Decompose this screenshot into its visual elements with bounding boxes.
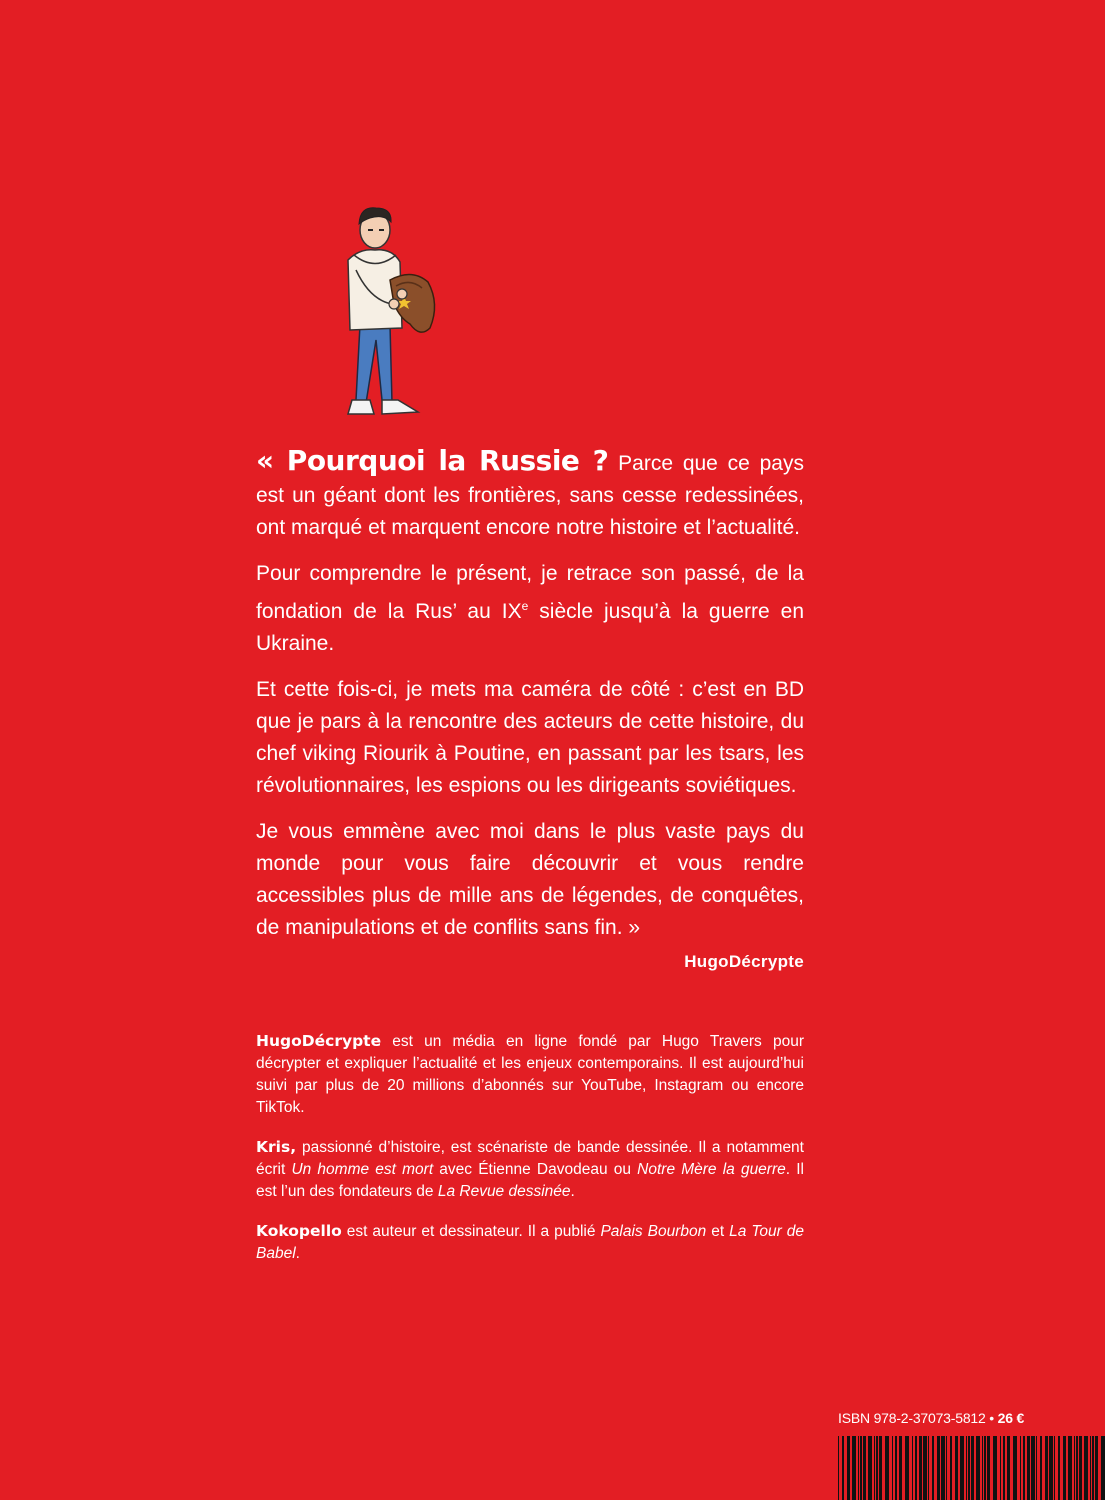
book-title: Un homme est mort	[291, 1161, 434, 1178]
bio-text: est auteur et dessinateur. Il a publié	[341, 1223, 601, 1240]
isbn-separator: •	[985, 1410, 998, 1426]
book-title: Notre Mère la guerre	[637, 1161, 786, 1178]
quote-signature: HugoDécrypte	[684, 952, 804, 971]
barcode-icon	[838, 1436, 1105, 1500]
quote-paragraph-3: Et cette fois-ci, je mets ma caméra de côté : c’est en BD que je pars à la rencontre des acteurs de cette histoire, du chef viking Riourik à Poutine, en passant par les tsars, les révolutionnaires, les espions ou les dirigeants soviétiques.	[256, 678, 804, 797]
author-bios	[256, 1030, 804, 1282]
book-title: La Tour de Babel	[256, 1223, 805, 1262]
quote-paragraph-2-b: siècle jusqu’à la guerre en Ukraine.	[256, 600, 804, 655]
bio-hugodecrypte	[256, 1030, 804, 1119]
quote-paragraph-2-a: Pour comprendre le présent, je retrace son passé, de la fondation de la Rus’ au IX	[256, 562, 804, 623]
character-illustration	[330, 200, 450, 430]
price: 26 €	[997, 1410, 1025, 1426]
bio-name: HugoDécrypte	[256, 1032, 382, 1050]
bio-kokopello	[256, 1220, 804, 1265]
back-cover-quote	[256, 445, 804, 978]
bio-text: .	[570, 1183, 575, 1200]
quote-paragraph-2	[256, 558, 804, 660]
isbn-barcode-block	[838, 1410, 1105, 1500]
quote-paragraph-4: Je vous emmène avec moi dans le plus vaste pays du monde pour vous faire découvrir et vous rendre accessibles plus de mille ans de légendes, de conquêtes, de manipulations et de conflits sans fin. »	[256, 820, 804, 939]
bio-text: est un média en ligne fondé par Hugo Travers pour décrypter et expliquer l’actualité et les enjeux contemporains. Il est aujourd’hui suivi par plus de 20 millions d’abonnés sur YouTube, Instagram ou encore TikTok.	[256, 1033, 804, 1116]
bio-text: passionné d’histoire, est scénariste de bande dessinée. Il a notamment écrit	[256, 1139, 804, 1178]
book-title: La Revue dessinée	[437, 1183, 571, 1200]
isbn-label: ISBN 978-2-37073-5812	[838, 1410, 986, 1426]
quote-paragraph-1-text: Parce que ce pays est un géant dont les frontières, sans cesse redessinées, ont marqué et marquent encore notre histoire et l’actualité.	[256, 452, 804, 539]
bio-name: Kris,	[256, 1138, 297, 1156]
bio-name: Kokopello	[256, 1222, 342, 1240]
bio-text: avec Étienne Davodeau ou	[433, 1161, 638, 1178]
isbn-price-line	[838, 1410, 1105, 1426]
quote-paragraph-1	[256, 445, 804, 544]
bio-text: et	[706, 1223, 730, 1240]
bio-text: . Il est l’un des fondateurs de	[256, 1161, 804, 1200]
century-superscript: e	[521, 599, 529, 613]
bio-text: .	[295, 1245, 300, 1262]
quote-lead: « Pourquoi la Russie ?	[256, 444, 609, 477]
bio-kris	[256, 1136, 804, 1203]
book-title: Palais Bourbon	[600, 1223, 707, 1240]
